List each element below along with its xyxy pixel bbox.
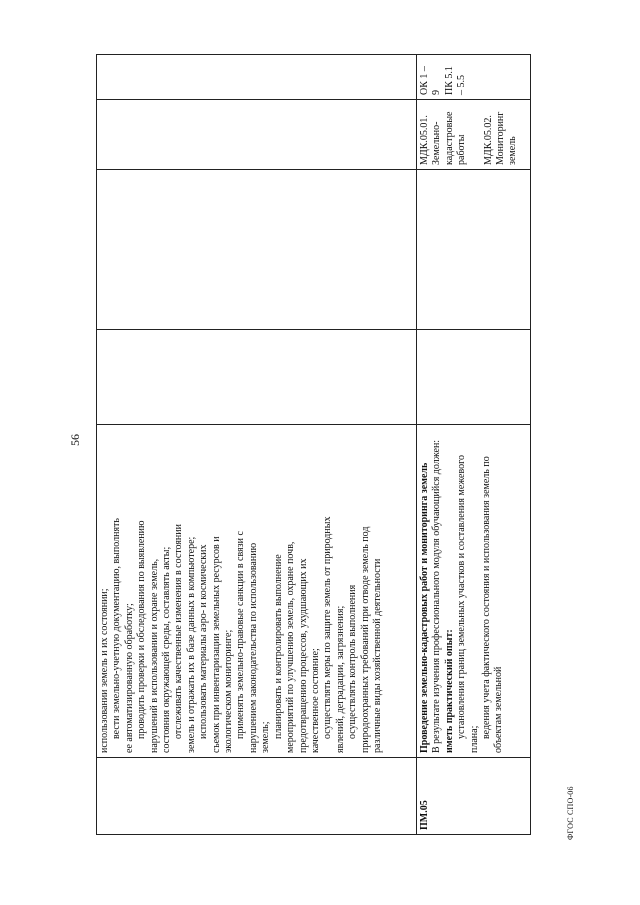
text-line: применять земельно-правовые санкции в связи с <box>235 531 247 739</box>
text-line: нарушений в использовании и охране земель, <box>148 558 160 753</box>
competency-pk: ПК 5.1 – 5.5 <box>443 66 468 95</box>
text-line: состояния окружающей среды, составлять акты; <box>161 546 173 753</box>
text-line: предотвращению процессов, ухудшающих их <box>297 558 309 753</box>
text-line: нарушением законодательства по использованию <box>247 542 259 753</box>
text-line: проводить проверки и обследования по выявлению <box>136 520 148 739</box>
competency-ok: ОК 1 – 9 <box>419 66 443 95</box>
hours-cell-2 <box>97 170 417 330</box>
mdk-cell-empty <box>97 100 417 170</box>
module-code: ПМ.05 <box>417 758 531 835</box>
module-title: Проведение земельно-кадастровых работ и мониторинга земель <box>419 462 430 753</box>
list-item: ведения учета фактического состояния и использования земель по объектам земельной <box>481 456 505 753</box>
page-number: 56 <box>68 434 82 446</box>
text-line: отслеживать качественные изменения в состоянии <box>173 524 185 739</box>
text-line: различные виды хозяйственной деятельности <box>371 558 383 753</box>
curriculum-table <box>96 54 531 835</box>
mdk-1: МДК.05.01. Земельно-кадастровые работы <box>419 111 468 165</box>
skills-cell <box>97 425 417 758</box>
text-line: вести земельно-учетную документацию, выполнять <box>111 518 123 739</box>
competencies-cell-empty <box>97 55 417 100</box>
text-line: планировать и контролировать выполнение <box>272 554 284 739</box>
footer-label: ФГОС СПО-06 <box>566 786 575 840</box>
mdk-2: МДК.05.02. Мониторинг земель <box>482 111 519 165</box>
text-line: явлений, деградации, загрязнения; <box>334 605 346 753</box>
module-intro: В результате изучения профессионального модуля обучающийся должен: <box>431 439 443 753</box>
text-line: использовать материалы аэро- и космических <box>198 544 210 739</box>
module-content-cell <box>417 425 531 758</box>
text-line: ее автоматизированную обработку; <box>123 603 135 753</box>
text-line: земель и отражать их в базе данных в компьютере; <box>185 536 197 753</box>
table-row <box>97 55 417 835</box>
mdk-cell <box>417 100 531 170</box>
document-page <box>60 40 600 840</box>
text-line: природоохранных требований при отводе земель под <box>359 526 371 753</box>
competencies-cell <box>417 55 531 100</box>
hours-cell-1 <box>97 330 417 425</box>
text-line: экологическом мониторинге; <box>223 629 235 753</box>
list-item: установления границ земельных участков и составления межевого плана; <box>456 455 480 753</box>
text-line: качественное состояние; <box>309 648 321 753</box>
code-cell-empty <box>97 758 417 835</box>
hours-cell-2 <box>417 170 531 330</box>
text-line: съемок при инвентаризации земельных ресурсов и <box>210 536 222 753</box>
text-line: земель; <box>260 721 272 753</box>
text-line: использовании земель и их состоянии; <box>99 588 110 753</box>
text-line: осуществлять контроль выполнения <box>347 584 359 739</box>
table-row <box>417 55 531 835</box>
text-line: мероприятий по улучшению земель, охране почв, <box>285 541 297 753</box>
text-line: осуществлять меры по защите земель от природных <box>322 516 334 739</box>
hours-cell-1 <box>417 330 531 425</box>
module-subhead: иметь практический опыт: <box>443 629 455 753</box>
